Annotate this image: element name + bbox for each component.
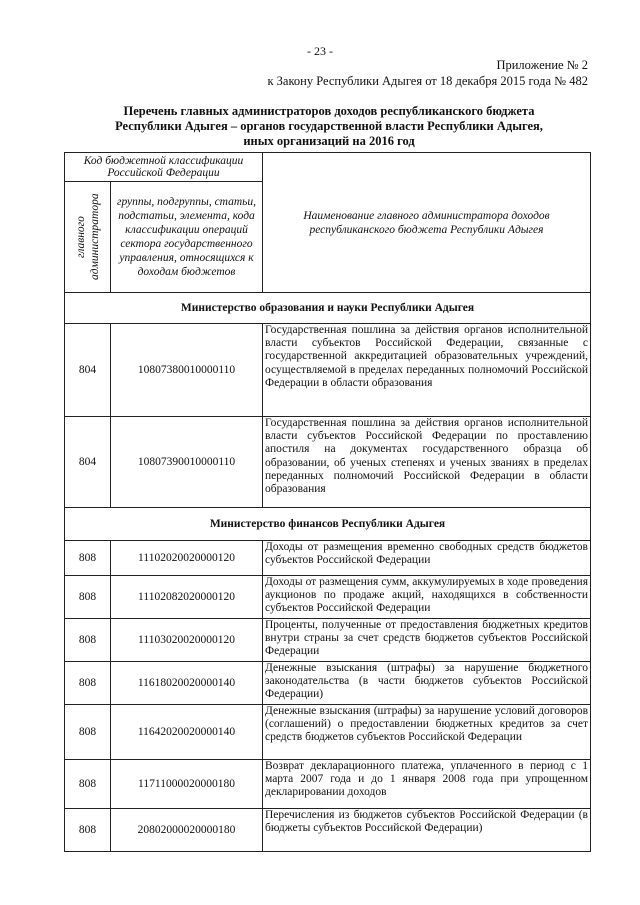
description-cell: Проценты, полученные от предоставления бюджетных кредитов внутри страны за счет средств бюджетов субъектов Российской Федерации xyxy=(263,619,591,662)
description-cell: Денежные взыскания (штрафы) за нарушение бюджетного законодательства (в части бюджетов субъектов Российской Федерации) xyxy=(263,662,591,705)
table-row xyxy=(65,760,591,809)
table-row xyxy=(65,705,591,760)
income-code-cell: 11103020020000120 xyxy=(111,619,263,662)
income-code-cell: 11642020020000140 xyxy=(111,705,263,760)
title-line: иных организаций на 2016 год xyxy=(243,134,415,148)
description-cell: Доходы от размещения сумм, аккумулируемых в ходе проведения аукционов по продаже акций, находящихся в собственности субъектов Российской Федерации xyxy=(263,576,591,619)
description-cell: Доходы от размещения временно свободных средств бюджетов субъектов Российской Федерации xyxy=(263,541,591,576)
admin-code-cell: 808 xyxy=(65,705,111,760)
header-income-code: группы, подгруппы, статьи, подстатьи, элемента, кода классификации операций сектора государственного управления, относящихся к доходам бюджетов xyxy=(111,182,263,293)
header-kbk: Код бюджетной классификации Российской Федерации xyxy=(65,153,263,182)
section-header xyxy=(65,508,591,541)
title-line: Республики Адыгея – органов государственной власти Республики Адыгея, xyxy=(115,119,543,133)
title-line: Перечень главных администраторов доходов республиканского бюджета xyxy=(123,104,535,118)
section-title: Министерство образования и науки Республики Адыгея xyxy=(65,293,591,324)
income-code-cell: 11102020020000120 xyxy=(111,541,263,576)
admin-code-cell: 808 xyxy=(65,619,111,662)
admin-code-cell: 804 xyxy=(65,417,111,508)
admin-code-cell: 808 xyxy=(65,541,111,576)
table-row xyxy=(65,417,591,508)
description-cell: Перечисления из бюджетов субъектов Российской Федерации (в бюджеты субъектов Российской Федерации) xyxy=(263,809,591,852)
description-cell: Возврат декларационного платежа, уплаченного в период с 1 марта 2007 года и до 1 января 2008 года при упрощенном декларировании доходов xyxy=(263,760,591,809)
admin-code-cell: 808 xyxy=(65,760,111,809)
page-number: - 23 - xyxy=(307,44,333,58)
table-row xyxy=(65,576,591,619)
admin-code-cell: 804 xyxy=(65,324,111,417)
document-title xyxy=(66,104,592,149)
income-code-cell: 11102082020000120 xyxy=(111,576,263,619)
table-row xyxy=(65,324,591,417)
table-row xyxy=(65,809,591,852)
table-row xyxy=(65,662,591,705)
table-row xyxy=(65,619,591,662)
income-code-cell: 11711000020000180 xyxy=(111,760,263,809)
description-cell: Государственная пошлина за действия органов исполнительной власти субъектов Российской Федерации по проставлению апостиля на документах государственного образца об образовании, об ученых степенях и ученых званиях в пределах переданных полномочий Российской Федерации в области образования xyxy=(263,417,591,508)
appendix-law-reference: к Закону Республики Адыгея от 18 декабря 2015 года № 482 xyxy=(267,74,588,88)
admin-code-cell: 808 xyxy=(65,809,111,852)
table-row xyxy=(65,541,591,576)
income-code-cell: 10807390010000110 xyxy=(111,417,263,508)
appendix-label: Приложение № 2 xyxy=(496,58,588,72)
section-header xyxy=(65,293,591,324)
description-cell: Государственная пошлина за действия органов исполнительной власти субъектов Российской Федерации, связанные с государственной аккредитацией образовательных учреждений, осуществляемой в пределах переданных полномочий Российской Федерации в области образования xyxy=(263,324,591,417)
income-code-cell: 20802000020000180 xyxy=(111,809,263,852)
section-title: Министерство финансов Республики Адыгея xyxy=(65,508,591,541)
admin-code-cell: 808 xyxy=(65,576,111,619)
administrators-table xyxy=(64,152,591,852)
header-admin-code: главного администратора xyxy=(65,182,111,293)
header-administrator-name: Наименование главного администратора доходов республиканского бюджета Республики Адыгея xyxy=(263,153,591,293)
income-code-cell: 10807380010000110 xyxy=(111,324,263,417)
admin-code-cell: 808 xyxy=(65,662,111,705)
description-cell: Денежные взыскания (штрафы) за нарушение условий договоров (соглашений) о предоставлении бюджетных кредитов за счет средств бюджетов субъектов Российской Федерации xyxy=(263,705,591,760)
income-code-cell: 11618020020000140 xyxy=(111,662,263,705)
